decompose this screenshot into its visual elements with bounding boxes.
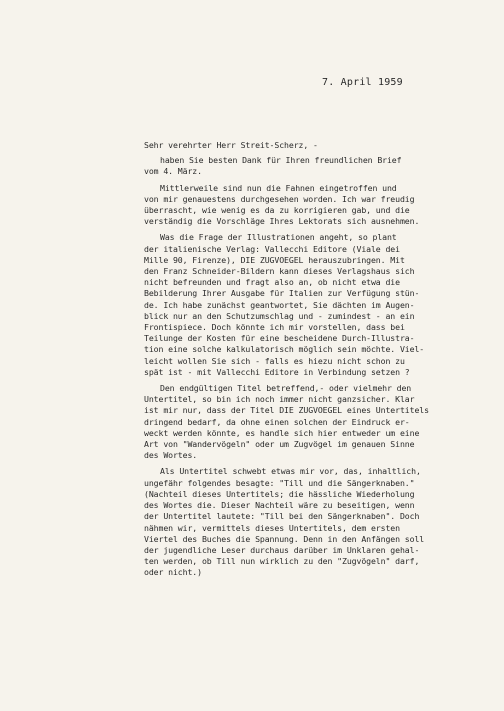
text-line: des Wortes die. Dieser Nachteil wäre zu beseitigen, wenn <box>144 500 415 511</box>
text-line: Den endgültigen Titel betreffend,- oder vielmehr den <box>160 383 412 394</box>
letter-date: 7. April 1959 <box>322 77 403 88</box>
text-line: vom 4. März. <box>144 166 202 177</box>
letter-body <box>144 140 500 584</box>
text-line: ungefähr folgendes besagte: "Till und die Sängerknaben." <box>144 477 415 488</box>
paragraph-4 <box>144 383 500 461</box>
text-line: der italienische Verlag: Vallecchi Editore (Viale dei <box>144 243 400 254</box>
text-line: oder nicht.) <box>144 567 202 578</box>
text-line: (Nachteil dieses Untertitels; die hässliche Wiederholung <box>144 488 415 499</box>
paragraph-5 <box>144 466 500 578</box>
text-line: Mille 90, Firenze), DIE ZUGVOEGEL herauszubringen. Mit <box>144 254 405 265</box>
text-line: leicht wollen Sie sich - falls es hiezu nicht schon zu <box>144 355 405 366</box>
text-line: nähmen wir, vermittels dieses Untertitels, dem ersten <box>144 522 400 533</box>
text-line: Bebilderung Ihrer Ausgabe für Italien zur Verfügung stün- <box>144 288 420 299</box>
text-line: der Untertitel lautete: "Till bei den Sängerknaben". Doch <box>144 511 420 522</box>
text-line: der jugendliche Leser durchaus darüber im Unklaren gehal- <box>144 544 420 555</box>
text-line: weckt werden könnte, es handle sich hier entweder um eine <box>144 427 420 438</box>
text-line: de. Ich habe zunächst geantwortet, Sie dächten im Augen- <box>144 299 415 310</box>
paragraph-1 <box>144 155 500 177</box>
text-line: des Wortes. <box>144 450 198 461</box>
text-line: Als Untertitel schwebt etwas mir vor, das, inhaltlich, <box>160 466 421 477</box>
paragraph-2 <box>144 183 500 228</box>
text-line: nicht befreunden und fragt also an, ob nicht etwa die <box>144 277 400 288</box>
text-line: Was die Frage der Illustrationen angeht, so plant <box>160 232 397 243</box>
text-line: Frontispiece. Doch könnte ich mir vorstellen, dass bei <box>144 322 405 333</box>
text-line: haben Sie besten Dank für Ihren freundlichen Brief <box>160 155 402 166</box>
text-line: von mir genauestens durchgesehen worden. Ich war freudig <box>144 193 415 204</box>
text-line: Art von "Wandervögeln" oder um Zugvögel im genauen Sinne <box>144 439 415 450</box>
text-line: ten werden, ob Till nun wirklich zu den "Zugvögeln" darf, <box>144 556 420 567</box>
salutation: Sehr verehrter Herr Streit-Scherz, - <box>144 140 318 150</box>
text-line: dringend bedarf, da ohne einen solchen der Eindruck er- <box>144 416 410 427</box>
text-line: Viertel des Buches die Spannung. Denn in den Anfängen soll <box>144 533 425 544</box>
text-line: Mittlerweile sind nun die Fahnen eingetroffen und <box>160 182 397 193</box>
text-line: tion eine solche kalkulatorisch möglich sein möchte. Viel- <box>144 344 425 355</box>
text-line: den Franz Schneider-Bildern kann dieses Verlagshaus sich <box>144 266 415 277</box>
text-line: verständig die Vorschläge Ihres Lektorats sich ausnehmen. <box>144 216 420 227</box>
text-line: überrascht, wie wenig es da zu korrigieren gab, und die <box>144 205 410 216</box>
text-line: Untertitel, so bin ich noch immer nicht ganzsicher. Klar <box>144 394 415 405</box>
text-line: spät ist - mit Vallecchi Editore in Verbindung setzen ? <box>144 366 410 377</box>
text-line: ist mir nur, dass der Titel DIE ZUGVOEGEL eines Untertitels <box>144 405 429 416</box>
paragraph-3 <box>144 232 500 378</box>
text-line: Teilunge der Kosten für eine bescheidene Durch-Illustra- <box>144 333 415 344</box>
text-line: blick nur an den Schutzumschlag und - zumindest - an ein <box>144 310 415 321</box>
